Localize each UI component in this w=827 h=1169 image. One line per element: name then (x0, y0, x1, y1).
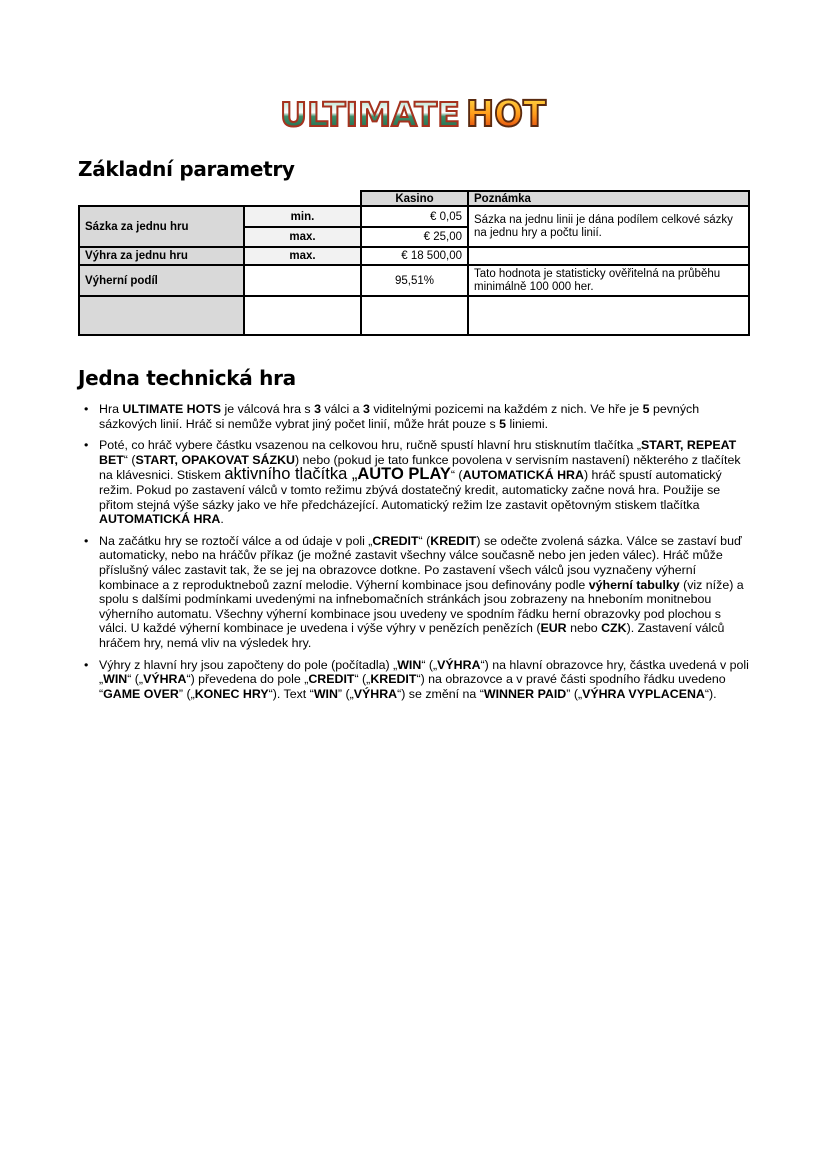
text: Poté, co hráč vybere částku vsazenou na celkovou hru, ručně spustí hlavní hru stisknutím tlačítka „ (99, 438, 642, 453)
row-note (468, 247, 749, 265)
bold-text: výherní tabulky (588, 577, 680, 592)
bold-text: AUTOMATICKÁ HRA (99, 512, 221, 527)
text: “ ( (450, 468, 463, 483)
text: “) na obrazovce a v pravé části spodního řádku uvedeno “ (99, 672, 726, 701)
text: “) na hlavní obrazovce hry, částka uvedená v poli „ (99, 657, 749, 687)
row-note: Sázka na jednu linii je dána podílem celkové sázky na jednu hry a počtu linií. (468, 206, 749, 247)
text: válci a (320, 402, 363, 416)
text: ) nebo (pokud je tato funkce povolena v servisním nastavení) některého z tlačítek na klávesnici. Stiskem (99, 452, 741, 483)
text: “ ( (123, 452, 136, 467)
bold-text: AUTOMATICKÁ HRA (462, 468, 584, 483)
text: ) hráč spustí automatický režim. Pokud po zastavení válců v tomto režimu zbývá dostatečný kredit, automaticky začne nová hra. Použije se přitom stejná výše sázky jako ve hře předcházející. Automatický režim lze zastavit opětovným stiskem tlačítka (99, 468, 722, 512)
bold-text: AUTO PLAY (357, 465, 451, 484)
text: “ („ (354, 672, 371, 687)
text: “) se změní na “ (397, 686, 484, 701)
row-sub: max. (244, 247, 361, 265)
rule-paragraph (78, 658, 750, 702)
text: nebo (566, 621, 602, 636)
bold-text: ULTIMATE HOTS (122, 402, 222, 416)
text: “ ( (418, 533, 431, 548)
text: Na začátku hry se roztočí válce a od údaje v poli „ (99, 533, 373, 548)
text: ). Zastavení válců hráčem hry, nemá vliv na výsledek hry. (99, 621, 725, 650)
text: viditelnými pozicemi na každém z nich. Ve hře je (369, 402, 643, 416)
text: . (220, 512, 224, 527)
bold-text: KREDIT (430, 533, 477, 548)
text: Výhry z hlavní hry jsou započteny do pole (počítadla) „ (99, 657, 398, 672)
row-note: Tato hodnota je statisticky ověřitelná na průběhu minimálně 100 000 her. (468, 265, 749, 296)
empty-cell (468, 296, 749, 335)
bold-text: WINNER PAID (483, 686, 567, 701)
empty-cell (79, 296, 244, 335)
row-value: € 0,05 (361, 206, 468, 227)
text: “ („ (421, 657, 438, 672)
row-sub: min. (244, 206, 361, 227)
row-label: Výhra za jednu hru (79, 247, 244, 265)
row-sub: max. (244, 227, 361, 247)
empty-cell (361, 296, 468, 335)
bold-text: CREDIT (372, 533, 419, 548)
bold-text: 5 (499, 416, 507, 431)
bold-text: KREDIT (370, 672, 417, 687)
bold-text: VÝHRA (143, 672, 187, 687)
bold-text: VÝHRA VYPLACENA (582, 686, 705, 701)
bold-text: WIN (313, 686, 338, 701)
row-label: Sázka za jednu hru (79, 206, 244, 247)
bold-text: START, OPAKOVAT SÁZKU (135, 452, 295, 467)
bold-text: CZK (601, 621, 627, 636)
text: “). (704, 686, 717, 701)
row-label: Výherní podíl (79, 265, 244, 296)
bold-text: 3 (314, 402, 321, 416)
bold-text: VÝHRA (353, 686, 398, 701)
parameters-table (78, 190, 750, 336)
rule-paragraph (78, 534, 750, 651)
text: ) se odečte zvolená sázka. Válce se zastaví buď automaticky, nebo na hráčův příkaz (je možné zastavit všechny válce současně nebo jen jeden válec). Hráč může příslušný válec zastavit tak, že se jej na obrazovce dotkne. Po zastavení všech válců jsou vyznačeny výherní kombinace a z reproduktneboů zazní melodie. Výherní kombinace jsou definovány podle (99, 533, 742, 592)
bold-text: WIN (103, 672, 128, 687)
bold-text: KONEC HRY (194, 686, 269, 701)
rule-paragraph (78, 402, 750, 431)
text: Hra (99, 402, 123, 416)
rule-paragraph (78, 438, 750, 527)
bold-text: 3 (362, 402, 370, 416)
text: “ („ (127, 672, 144, 687)
bold-text: EUR (540, 621, 567, 636)
bold-text: WIN (397, 657, 422, 672)
header-poznamka: Poznámka (468, 191, 749, 206)
text: “). Text “ (268, 686, 314, 701)
section-title-basic-parameters: Základní parametry (78, 157, 295, 181)
text: ” („ (337, 686, 354, 701)
text: pevných sázkových linií. Hráč si nemůže vybrat jiný počet linií, může hrát pouze s (99, 402, 700, 431)
text: je válcová hra s (221, 402, 315, 416)
rules-list (78, 402, 750, 708)
text: liniemi. (506, 416, 549, 431)
svg-text:HOT: HOT (466, 94, 547, 134)
ultimate-hot-logo (278, 90, 550, 134)
row-value: € 25,00 (361, 227, 468, 247)
section-title-technical-game: Jedna technická hra (78, 366, 296, 390)
text: ” („ (566, 686, 583, 701)
row-value: 95,51% (361, 265, 468, 296)
bold-text: GAME OVER (103, 686, 179, 701)
bold-text: START, REPEAT BET (99, 438, 737, 467)
bold-text: VÝHRA (437, 657, 481, 672)
header-kasino: Kasino (361, 191, 468, 206)
text: ” („ (178, 686, 195, 701)
bold-text: 5 (642, 402, 650, 416)
bold-text: CREDIT (308, 672, 355, 687)
text: (viz níže) a spolu s dalšími podmínkami uvedenými na infnebomačních stránkách jsou zobrazeny na hneboním monitnebou výherního automatu. Všechny výherní kombinace jsou uvedeny ve spodním řádku herní obrazovky pod plochou s válci. U každé výherní kombinace je uvedena i výše výhry v penězích penězích ( (99, 577, 744, 636)
row-value: € 18 500,00 (361, 247, 468, 265)
svg-text:ULTIMATE: ULTIMATE (280, 95, 460, 134)
text: aktivního tlačítka „ (224, 465, 358, 484)
text: “) převedena do pole „ (186, 672, 309, 687)
empty-cell (244, 296, 361, 335)
row-sub (244, 265, 361, 296)
